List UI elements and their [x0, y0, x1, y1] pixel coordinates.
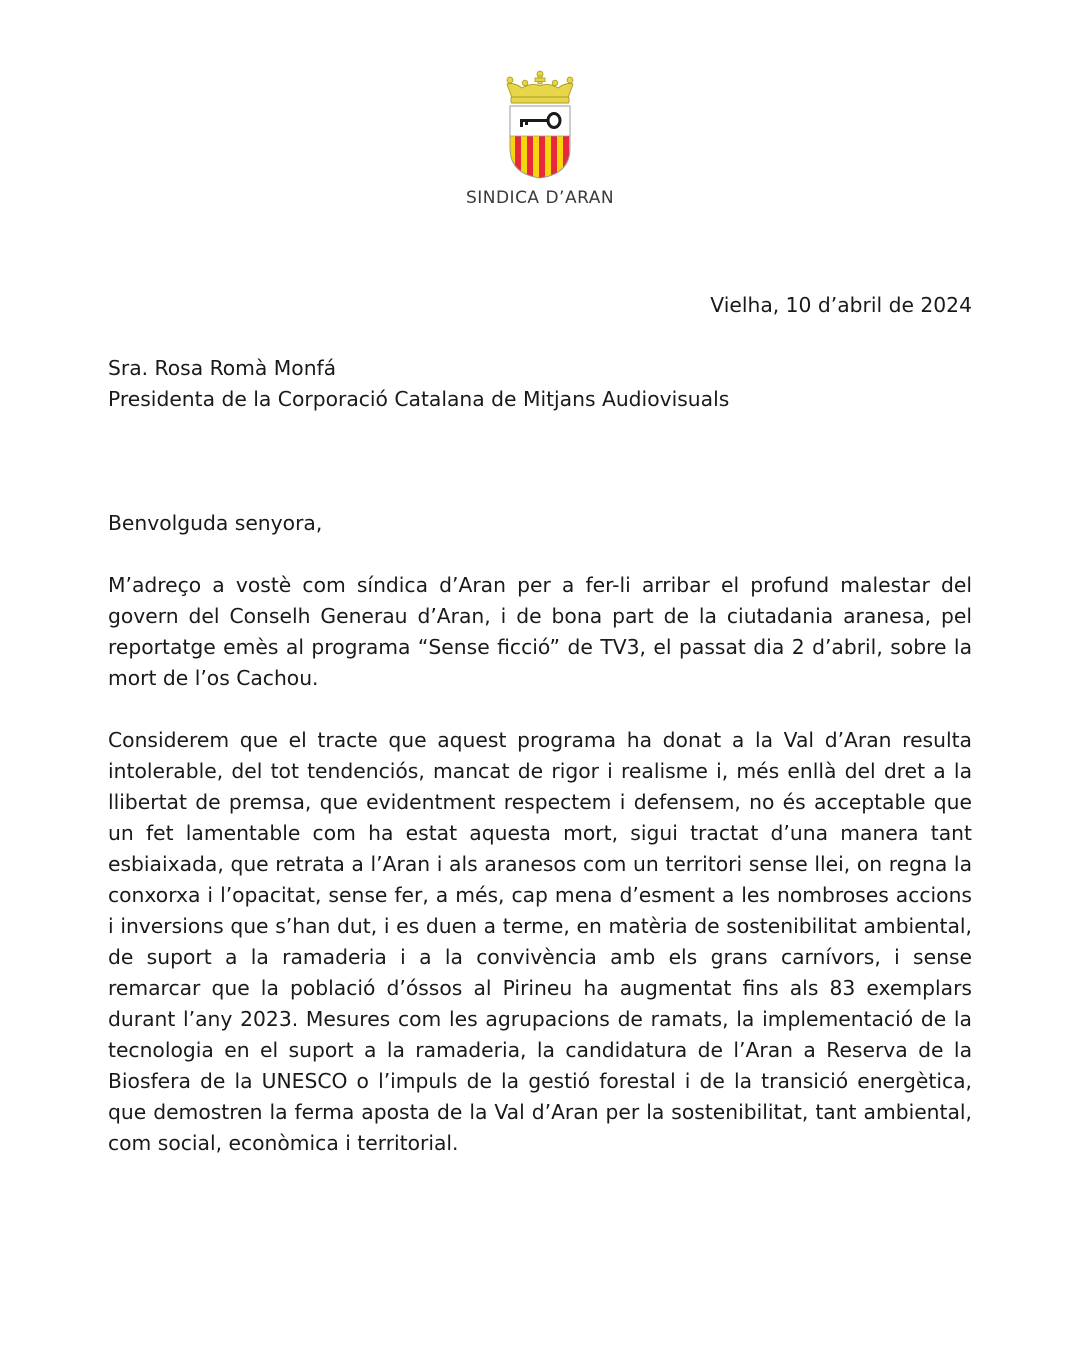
shield-icon: [510, 106, 570, 180]
organization-name: SINDICA D’ARAN: [465, 188, 615, 208]
recipient-title: Presidenta de la Corporació Catalana de Mitjans Audiovisuals: [108, 387, 730, 411]
body-paragraph: M’adreço a vostè com síndica d’Aran per a fer-li arribar el profund malestar del govern del Conselh Generau d’Aran, i de bona part de la ciutadania aranesa, pel reportatge emès al programa “Sense ficció” de TV3, el passat dia 2 d’abril, sobre la mort de l’os Cachou.: [108, 573, 972, 690]
salutation: Benvolguda senyora,: [108, 511, 323, 535]
letter-date: Vielha, 10 d’abril de 2024: [710, 293, 972, 317]
letter-body: [108, 570, 972, 1190]
recipient-block: [108, 353, 972, 415]
crown-icon: [507, 71, 573, 103]
coat-of-arms-icon: [502, 70, 578, 182]
letterhead: [0, 70, 1080, 208]
body-paragraph: Considerem que el tracte que aquest programa ha donat a la Val d’Aran resulta intolerable, del tot tendenciós, mancat de rigor i realisme i, més enllà del dret a la llibertat de premsa, que evidentment respectem i defensem, no és acceptable que un fet lamentable com ha estat aquesta mort, sigui tractat d’una manera tant esbiaixada, que retrata a l’Aran i als aranesos com un territori sense llei, on regna la conxorxa i l’opacitat, sense fer, a més, cap mena d’esment a les nombroses accions i inversions que s’han dut, i es duen a terme, en matèria de sostenibilitat ambiental, de suport a la ramaderia i a la convivència amb els grans carnívors, i sense remarcar que la població d’óssos al Pirineu ha augmentat fins als 83 exemplars durant l’any 2023. Mesures com les agrupacions de ramats, la implementació de la tecnologia en el suport a la ramaderia, la candidatura de l’Aran a Reserva de la Biosfera de la UNESCO o l’impuls de la gestió forestal i de la transició energètica, que demostren la ferma aposta de la Val d’Aran per la sostenibilitat, tant ambiental, com social, econòmica i territorial.: [108, 728, 972, 1155]
recipient-name: Sra. Rosa Romà Monfá: [108, 356, 337, 380]
